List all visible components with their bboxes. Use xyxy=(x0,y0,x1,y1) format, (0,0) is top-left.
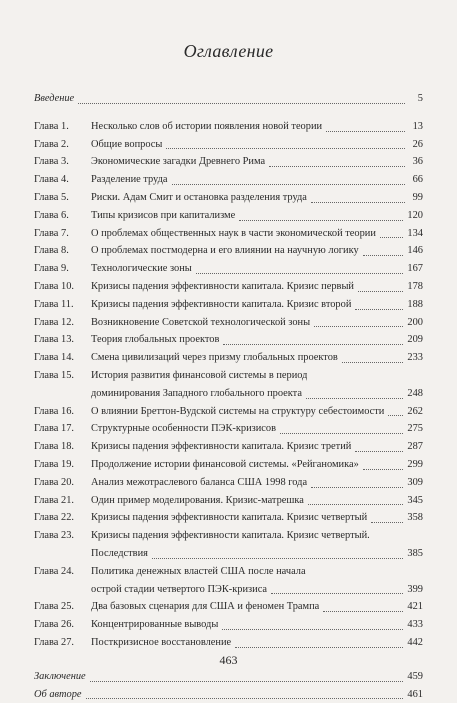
chapter-number: Глава 12. xyxy=(34,314,91,332)
toc-label xyxy=(34,438,351,456)
toc-page: 167 xyxy=(407,260,423,278)
chapter-number: Глава 6. xyxy=(34,207,91,225)
toc-page: 433 xyxy=(407,616,423,634)
toc-label xyxy=(34,509,367,527)
toc-label xyxy=(34,367,307,385)
toc-entry-chapter xyxy=(34,171,423,189)
leader-dots xyxy=(363,468,404,470)
toc-entry-chapter xyxy=(34,474,423,492)
leader-dots xyxy=(380,236,404,238)
leader-dots xyxy=(235,646,403,648)
chapter-title: Риски. Адам Смит и остановка разделения труда xyxy=(91,192,307,203)
toc-label xyxy=(34,616,218,634)
leader-dots xyxy=(355,450,403,452)
leader-dots xyxy=(342,361,404,363)
chapter-title: Кризисы падения эффективности капитала. Кризис четвертый. xyxy=(91,530,370,541)
toc-entry-chapter xyxy=(34,509,423,527)
chapter-title: О проблемах общественных наук в части экономической теории xyxy=(91,228,376,239)
leader-dots xyxy=(358,290,403,292)
toc-page: 287 xyxy=(407,438,423,456)
chapter-title: Разделение труда xyxy=(91,174,168,185)
toc-page: 209 xyxy=(407,331,423,349)
toc-entry-chapter xyxy=(34,349,423,367)
toc-entry-chapter xyxy=(34,616,423,634)
chapter-title: Один пример моделирования. Кризис-матрешка xyxy=(91,495,304,506)
toc-label xyxy=(34,634,231,652)
toc-entry-chapter xyxy=(34,403,423,421)
toc-entry-conclusion xyxy=(34,668,423,686)
toc-label xyxy=(34,420,276,438)
toc-entry-chapter xyxy=(34,260,423,278)
toc-label xyxy=(34,207,235,225)
toc-entry-chapter xyxy=(34,598,423,616)
chapter-number: Глава 23. xyxy=(34,527,91,545)
toc-page: 299 xyxy=(407,456,423,474)
leader-dots xyxy=(314,325,403,327)
leader-dots xyxy=(90,680,404,682)
toc-entry-chapter xyxy=(34,225,423,243)
toc-label xyxy=(34,314,310,332)
toc-page: 385 xyxy=(407,545,423,563)
toc-page: 442 xyxy=(407,634,423,652)
toc-label xyxy=(34,349,338,367)
chapter-number: Глава 17. xyxy=(34,420,91,438)
toc-label xyxy=(34,278,354,296)
chapter-number: Глава 16. xyxy=(34,403,91,421)
chapter-number: Глава 21. xyxy=(34,492,91,510)
leader-dots xyxy=(363,254,404,256)
toc-entry-chapter xyxy=(34,438,423,456)
toc-page: 262 xyxy=(407,403,423,421)
leader-dots xyxy=(222,628,403,630)
leader-dots xyxy=(223,343,403,345)
toc-entry-intro xyxy=(34,90,423,108)
toc-entry-chapter xyxy=(34,189,423,207)
toc-entry-chapter xyxy=(34,314,423,332)
chapter-title: Возникновение Советской технологической зоны xyxy=(91,317,310,328)
chapter-number: Глава 19. xyxy=(34,456,91,474)
toc-entry-chapter xyxy=(34,492,423,510)
leader-dots xyxy=(306,397,403,399)
toc-entry-chapter xyxy=(34,367,423,385)
toc-page: 36 xyxy=(409,153,423,171)
chapter-number: Глава 15. xyxy=(34,367,91,385)
toc-label xyxy=(34,225,376,243)
chapter-title: Типы кризисов при капитализме xyxy=(91,210,235,221)
chapter-title: Технологические зоны xyxy=(91,263,192,274)
chapter-number: Глава 10. xyxy=(34,278,91,296)
chapter-title-continuation: Последствия xyxy=(34,545,148,563)
toc-label xyxy=(34,331,219,349)
chapter-number: Глава 11. xyxy=(34,296,91,314)
leader-dots xyxy=(311,486,403,488)
chapter-title: Смена цивилизаций через призму глобальных проектов xyxy=(91,352,338,363)
chapter-number: Глава 5. xyxy=(34,189,91,207)
toc-label xyxy=(34,136,162,154)
toc-page: 275 xyxy=(407,420,423,438)
toc-page: 178 xyxy=(407,278,423,296)
leader-dots xyxy=(269,165,405,167)
toc-entry-chapter xyxy=(34,331,423,349)
toc-page: 233 xyxy=(407,349,423,367)
leader-dots xyxy=(78,102,405,104)
chapter-list xyxy=(34,118,423,652)
toc-entry-chapter xyxy=(34,563,423,581)
toc-label xyxy=(34,456,359,474)
toc-page: 200 xyxy=(407,314,423,332)
toc-label xyxy=(34,118,322,136)
toc-entry-chapter xyxy=(34,456,423,474)
chapter-title: Несколько слов об истории появления новой теории xyxy=(91,121,322,132)
leader-dots xyxy=(172,183,406,185)
toc-label xyxy=(34,260,192,278)
toc-label: Заключение xyxy=(34,668,86,686)
chapter-title: Структурные особенности ПЭК-кризисов xyxy=(91,423,276,434)
chapter-number: Глава 26. xyxy=(34,616,91,634)
chapter-number: Глава 24. xyxy=(34,563,91,581)
toc-page: 66 xyxy=(409,171,423,189)
leader-dots xyxy=(280,432,403,434)
toc-label: Об авторе xyxy=(34,686,82,703)
chapter-number: Глава 4. xyxy=(34,171,91,189)
toc-page: 399 xyxy=(407,581,423,599)
chapter-number: Глава 14. xyxy=(34,349,91,367)
toc-entry-chapter xyxy=(34,527,423,545)
chapter-title: Кризисы падения эффективности капитала. Кризис первый xyxy=(91,281,354,292)
chapter-number: Глава 7. xyxy=(34,225,91,243)
toc-label: Введение xyxy=(34,90,74,108)
chapter-title: О проблемах постмодерна и его влиянии на научную логику xyxy=(91,245,359,256)
toc-entry-chapter xyxy=(34,242,423,260)
toc-entry-continuation xyxy=(34,545,423,563)
leader-dots xyxy=(271,592,403,594)
chapter-title: История развития финансовой системы в период xyxy=(91,370,307,381)
toc-page: 146 xyxy=(407,242,423,260)
toc-label xyxy=(34,492,304,510)
chapter-number: Глава 3. xyxy=(34,153,91,171)
table-of-contents xyxy=(34,90,423,703)
toc-page: 26 xyxy=(409,136,423,154)
chapter-number: Глава 13. xyxy=(34,331,91,349)
toc-label xyxy=(34,171,168,189)
toc-label xyxy=(34,296,351,314)
toc-label xyxy=(34,242,359,260)
leader-dots xyxy=(323,610,403,612)
chapter-title: Два базовых сценария для США и феномен Трампа xyxy=(91,601,319,612)
chapter-title: Кризисы падения эффективности капитала. Кризис четвертый xyxy=(91,512,367,523)
toc-label xyxy=(34,189,307,207)
toc-page: 13 xyxy=(409,118,423,136)
chapter-title: Теория глобальных проектов xyxy=(91,334,219,345)
toc-entry-continuation xyxy=(34,581,423,599)
toc-label xyxy=(34,474,307,492)
chapter-number: Глава 25. xyxy=(34,598,91,616)
chapter-number: Глава 2. xyxy=(34,136,91,154)
chapter-title: Экономические загадки Древнего Рима xyxy=(91,156,265,167)
chapter-title-continuation: доминирования Западного глобального проекта xyxy=(34,385,302,403)
leader-dots xyxy=(152,557,403,559)
chapter-number: Глава 8. xyxy=(34,242,91,260)
leader-dots xyxy=(308,503,404,505)
toc-label xyxy=(34,563,306,581)
chapter-title: Продолжение истории финансовой системы. «Рейганомика» xyxy=(91,459,359,470)
toc-entry-chapter xyxy=(34,207,423,225)
toc-page: 461 xyxy=(407,686,423,703)
toc-page: 309 xyxy=(407,474,423,492)
chapter-number: Глава 20. xyxy=(34,474,91,492)
leader-dots xyxy=(311,201,405,203)
leader-dots xyxy=(239,219,403,221)
toc-entry-chapter xyxy=(34,634,423,652)
chapter-number: Глава 9. xyxy=(34,260,91,278)
toc-entry-chapter xyxy=(34,118,423,136)
chapter-title: Посткризисное восстановление xyxy=(91,637,231,648)
leader-dots xyxy=(355,308,403,310)
chapter-number: Глава 1. xyxy=(34,118,91,136)
leader-dots xyxy=(388,414,403,416)
chapter-title-continuation: острой стадии четвертого ПЭК-кризиса xyxy=(34,581,267,599)
toc-entry-chapter xyxy=(34,296,423,314)
leader-dots xyxy=(371,521,403,523)
page-number: 463 xyxy=(0,653,457,668)
toc-entry-chapter xyxy=(34,153,423,171)
toc-label xyxy=(34,598,319,616)
toc-entry-chapter xyxy=(34,420,423,438)
toc-entry-chapter xyxy=(34,136,423,154)
toc-entry-chapter xyxy=(34,278,423,296)
leader-dots xyxy=(166,147,405,149)
chapter-number: Глава 22. xyxy=(34,509,91,527)
leader-dots xyxy=(86,697,404,699)
chapter-title: Концентрированные выводы xyxy=(91,619,218,630)
toc-page: 188 xyxy=(407,296,423,314)
toc-page: 345 xyxy=(407,492,423,510)
chapter-title: Анализ межотраслевого баланса США 1998 года xyxy=(91,477,307,488)
toc-page: 99 xyxy=(409,189,423,207)
toc-label xyxy=(34,403,384,421)
leader-dots xyxy=(326,130,405,132)
chapter-title: Кризисы падения эффективности капитала. Кризис второй xyxy=(91,299,351,310)
toc-page: 358 xyxy=(407,509,423,527)
toc-entry-continuation xyxy=(34,385,423,403)
toc-label xyxy=(34,153,265,171)
toc-title: Оглавление xyxy=(0,41,457,62)
chapter-title: Политика денежных властей США после начала xyxy=(91,566,306,577)
toc-page: 248 xyxy=(407,385,423,403)
toc-page: 5 xyxy=(409,90,423,108)
chapter-number: Глава 18. xyxy=(34,438,91,456)
toc-entry-author xyxy=(34,686,423,703)
chapter-number: Глава 27. xyxy=(34,634,91,652)
leader-dots xyxy=(196,272,404,274)
chapter-title: Кризисы падения эффективности капитала. Кризис третий xyxy=(91,441,351,452)
toc-page: 134 xyxy=(407,225,423,243)
toc-page: 459 xyxy=(407,668,423,686)
chapter-title: О влиянии Бреттон-Вудской системы на структуру себестоимости xyxy=(91,406,384,417)
toc-label xyxy=(34,527,370,545)
spacer xyxy=(34,108,423,118)
chapter-title: Общие вопросы xyxy=(91,139,162,150)
toc-page: 120 xyxy=(407,207,423,225)
toc-page: 421 xyxy=(407,598,423,616)
